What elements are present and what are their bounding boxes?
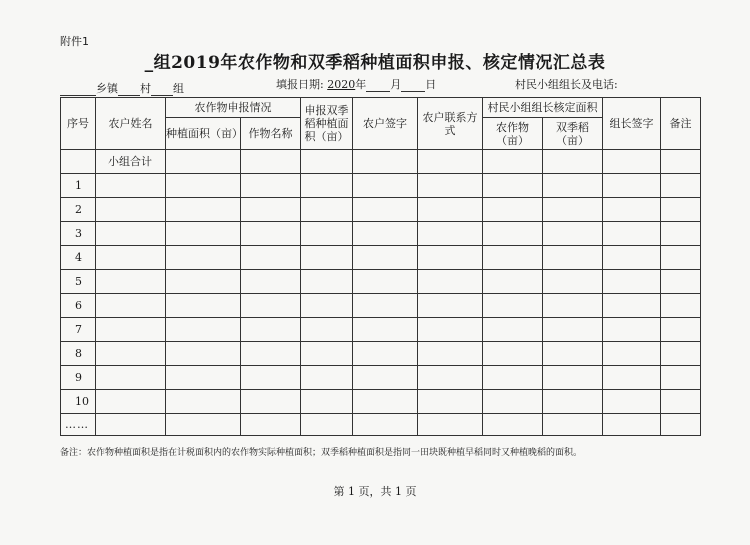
subtotal-label: 小组合计 [96, 150, 166, 174]
table-cell[interactable] [603, 390, 661, 414]
table-cell[interactable] [661, 318, 701, 342]
table-cell[interactable] [603, 246, 661, 270]
table-cell[interactable] [603, 366, 661, 390]
table-cell[interactable] [661, 222, 701, 246]
subtotal-row [61, 150, 701, 174]
group-label: 组 [173, 82, 184, 95]
table-cell[interactable] [418, 174, 483, 198]
table-cell[interactable] [483, 390, 543, 414]
table-cell[interactable] [543, 414, 603, 436]
table-cell[interactable] [166, 174, 241, 198]
table-cell[interactable] [301, 246, 353, 270]
table-cell[interactable] [483, 270, 543, 294]
table-cell[interactable] [353, 318, 418, 342]
table-cell[interactable] [241, 270, 301, 294]
table-cell[interactable] [543, 222, 603, 246]
township-blank[interactable] [60, 83, 96, 96]
table-cell[interactable] [241, 198, 301, 222]
table-cell[interactable] [166, 270, 241, 294]
location-fields [60, 80, 184, 96]
table-cell[interactable] [661, 342, 701, 366]
row-number: 1 [61, 174, 96, 198]
table-cell[interactable] [661, 150, 701, 174]
table-cell[interactable] [353, 390, 418, 414]
table-cell[interactable] [543, 270, 603, 294]
row-number: 2 [61, 198, 96, 222]
table-cell[interactable] [61, 150, 96, 174]
table-cell[interactable] [483, 414, 543, 436]
table-cell[interactable] [418, 342, 483, 366]
row-number: 5 [61, 270, 96, 294]
table-cell[interactable] [483, 246, 543, 270]
table-cell[interactable] [543, 174, 603, 198]
table-row [61, 294, 701, 318]
table-cell[interactable] [603, 294, 661, 318]
table-row [61, 414, 701, 436]
row-number: 10 [61, 390, 96, 414]
table-cell[interactable] [166, 246, 241, 270]
table-cell[interactable] [353, 294, 418, 318]
table-row [61, 222, 701, 246]
fill-date-label: 填报日期: [276, 78, 324, 91]
month-label: 月 [390, 78, 402, 91]
month-blank[interactable] [366, 79, 390, 92]
header-verify-rice: 双季稻（亩） [543, 118, 603, 150]
table-cell[interactable] [661, 366, 701, 390]
row-number: …… [61, 414, 96, 436]
row-number: 7 [61, 318, 96, 342]
table-cell[interactable] [483, 150, 543, 174]
table-cell[interactable] [353, 222, 418, 246]
table-cell[interactable] [241, 390, 301, 414]
table-cell[interactable] [661, 174, 701, 198]
table-cell[interactable] [353, 174, 418, 198]
day-label: 日 [425, 78, 437, 91]
fill-year[interactable]: 2020 [327, 78, 356, 91]
table-cell[interactable] [301, 294, 353, 318]
table-cell[interactable] [166, 414, 241, 436]
township-label: 乡镇 [96, 82, 118, 95]
header-farmer-sign: 农户签字 [353, 98, 418, 150]
table-cell[interactable] [603, 174, 661, 198]
row-number: 3 [61, 222, 96, 246]
table-cell[interactable] [543, 150, 603, 174]
table-cell[interactable] [661, 270, 701, 294]
table-cell[interactable] [166, 366, 241, 390]
table-row [61, 270, 701, 294]
table-cell[interactable] [96, 174, 166, 198]
header-leader-sign: 组长签字 [603, 98, 661, 150]
year-label: 年 [355, 78, 367, 91]
table-row [61, 390, 701, 414]
table-cell[interactable] [418, 414, 483, 436]
header-farmer-name: 农户姓名 [96, 98, 166, 150]
table-cell[interactable] [96, 198, 166, 222]
header-contact: 农户联系方式 [418, 98, 483, 150]
table-cell[interactable] [301, 414, 353, 436]
summary-table [60, 97, 701, 436]
table-cell[interactable] [353, 246, 418, 270]
table-cell[interactable] [166, 222, 241, 246]
table-cell[interactable] [96, 342, 166, 366]
table-cell[interactable] [96, 270, 166, 294]
table-cell[interactable] [418, 318, 483, 342]
attachment-label: 附件1 [60, 35, 89, 48]
table-cell[interactable] [166, 198, 241, 222]
table-row [61, 342, 701, 366]
header-planting-area: 种植面积（亩） [166, 118, 241, 150]
document-title: _组2019年农作物和双季稻种植面积申报、核定情况汇总表 [144, 53, 606, 73]
table-cell[interactable] [166, 150, 241, 174]
table-cell[interactable] [543, 294, 603, 318]
header-crop-name: 作物名称 [241, 118, 301, 150]
table-cell[interactable] [483, 342, 543, 366]
header-verify-crop: 农作物（亩） [483, 118, 543, 150]
table-cell[interactable] [353, 270, 418, 294]
table-cell[interactable] [301, 342, 353, 366]
table-cell[interactable] [96, 366, 166, 390]
table-cell[interactable] [241, 366, 301, 390]
table-cell[interactable] [543, 246, 603, 270]
table-cell[interactable] [603, 150, 661, 174]
header-seq: 序号 [61, 98, 96, 150]
table-cell[interactable] [96, 246, 166, 270]
table-cell[interactable] [603, 342, 661, 366]
table-cell[interactable] [543, 198, 603, 222]
table-cell[interactable] [543, 366, 603, 390]
table-row [61, 174, 701, 198]
row-number: 8 [61, 342, 96, 366]
table-cell[interactable] [661, 390, 701, 414]
row-number: 4 [61, 246, 96, 270]
table-cell[interactable] [661, 246, 701, 270]
table-cell[interactable] [603, 414, 661, 436]
header-double-rice: 申报双季稻种植面积（亩） [301, 98, 353, 150]
table-row [61, 366, 701, 390]
table-cell[interactable] [353, 198, 418, 222]
table-cell[interactable] [241, 318, 301, 342]
table-cell[interactable] [301, 270, 353, 294]
header-crop-declare: 农作物申报情况 [166, 98, 301, 118]
table-cell[interactable] [301, 318, 353, 342]
table-cell[interactable] [418, 222, 483, 246]
table-cell[interactable] [96, 414, 166, 436]
table-cell[interactable] [301, 222, 353, 246]
table-cell[interactable] [241, 150, 301, 174]
table-cell[interactable] [166, 294, 241, 318]
table-row [61, 246, 701, 270]
table-cell[interactable] [661, 414, 701, 436]
table-cell[interactable] [418, 294, 483, 318]
table-cell[interactable] [543, 318, 603, 342]
table-cell[interactable] [418, 390, 483, 414]
table-cell[interactable] [483, 366, 543, 390]
header-remark: 备注 [661, 98, 701, 150]
table-cell[interactable] [301, 150, 353, 174]
village-blank[interactable] [118, 83, 140, 96]
table-cell[interactable] [418, 246, 483, 270]
group-blank[interactable] [151, 83, 173, 96]
table-cell[interactable] [543, 390, 603, 414]
table-cell[interactable] [166, 390, 241, 414]
table-cell[interactable] [241, 294, 301, 318]
table-cell[interactable] [418, 270, 483, 294]
footnote: 备注：农作物种植面积是指在计税面积内的农作物实际种植面积；双季稻种植面积是指同一田块既种植早稻同时又种植晚稻的面积。 [60, 448, 583, 458]
table-cell[interactable] [96, 222, 166, 246]
table-cell[interactable] [483, 294, 543, 318]
table-cell[interactable] [166, 318, 241, 342]
table-cell[interactable] [483, 222, 543, 246]
table-cell[interactable] [301, 390, 353, 414]
table-cell[interactable] [241, 246, 301, 270]
table-cell[interactable] [353, 366, 418, 390]
table-cell[interactable] [418, 366, 483, 390]
table-cell[interactable] [96, 390, 166, 414]
table-cell[interactable] [603, 198, 661, 222]
table-cell[interactable] [241, 174, 301, 198]
table-cell[interactable] [301, 174, 353, 198]
table-cell[interactable] [483, 318, 543, 342]
header-verify: 村民小组组长核定面积 [483, 98, 603, 118]
day-blank[interactable] [401, 79, 425, 92]
table-cell[interactable] [603, 318, 661, 342]
table-row [61, 198, 701, 222]
table-row [61, 318, 701, 342]
table-cell[interactable] [166, 342, 241, 366]
table-cell[interactable] [483, 198, 543, 222]
table-cell[interactable] [483, 174, 543, 198]
table-cell[interactable] [353, 342, 418, 366]
village-label: 村 [140, 82, 151, 95]
table-cell[interactable] [603, 270, 661, 294]
table-cell[interactable] [353, 150, 418, 174]
table-cell[interactable] [418, 150, 483, 174]
table-cell[interactable] [241, 342, 301, 366]
row-number: 6 [61, 294, 96, 318]
table-cell[interactable] [96, 294, 166, 318]
table-cell[interactable] [603, 222, 661, 246]
table-cell[interactable] [301, 198, 353, 222]
table-cell[interactable] [96, 318, 166, 342]
table-cell[interactable] [661, 198, 701, 222]
page-number: 第 1 页，共 1 页 [333, 485, 417, 498]
table-cell[interactable] [301, 366, 353, 390]
table-cell[interactable] [241, 414, 301, 436]
table-cell[interactable] [241, 222, 301, 246]
row-number: 9 [61, 366, 96, 390]
table-cell[interactable] [543, 342, 603, 366]
table-cell[interactable] [418, 198, 483, 222]
fill-date [276, 76, 436, 92]
table-cell[interactable] [353, 414, 418, 436]
leader-phone: 村民小组组长及电话: [515, 78, 618, 91]
table-cell[interactable] [661, 294, 701, 318]
